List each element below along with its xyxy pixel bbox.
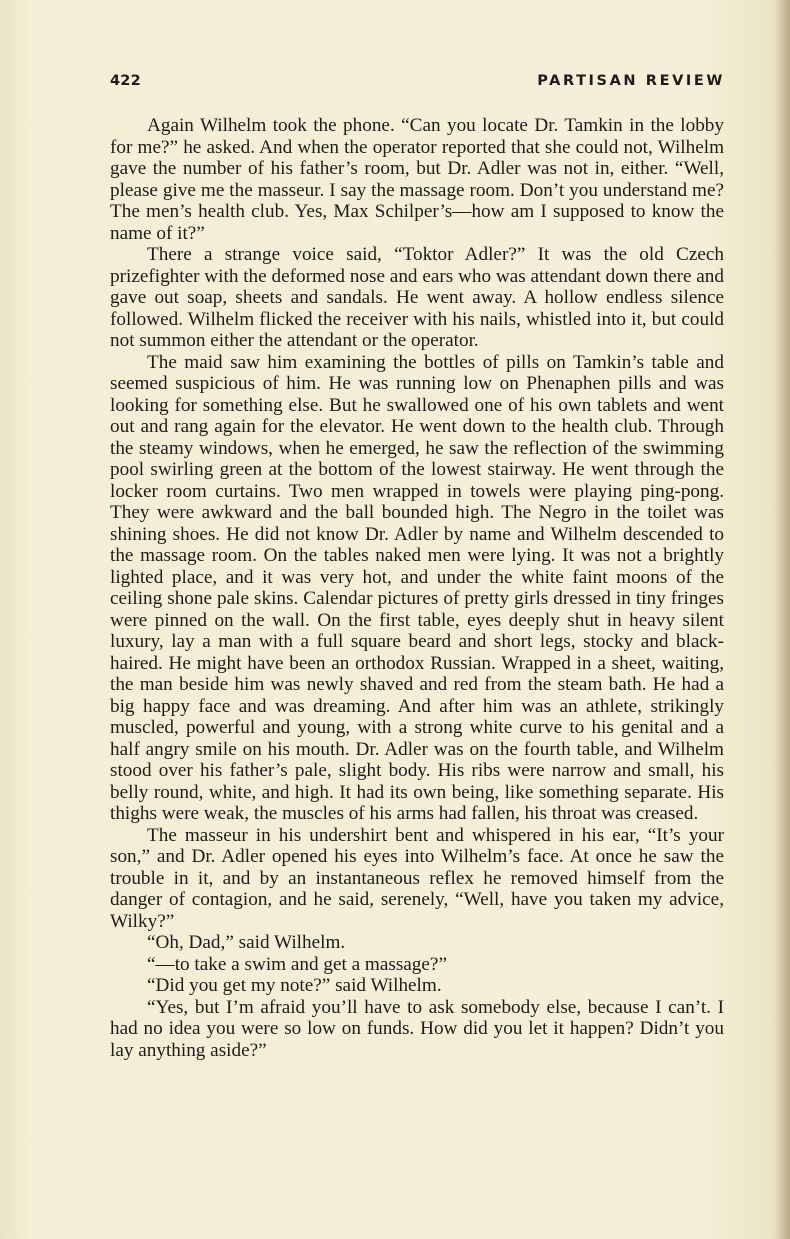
paragraph: The maid saw him examining the bottles of pills on Tamkin’s table and seemed suspicious of him. He was running low on Phenaphen pills and was looking for something else. But he swallowed one of his own tablets and went out and rang again for the elevator. He went down to the health club. Through the steamy windows, when he emerged, he saw the reflection of the swimming pool swirling green at the bottom of the lowest stairway. He went through the locker room curtains. Two men wrapped in towels were playing ping-pong. They were awkward and the ball bounded high. The Negro in the toilet was shining shoes. He did not know Dr. Adler by name and Wilhelm descended to the massage room. On the tables naked men were lying. It was not a brightly lighted place, and it was very hot, and under the white faint moons of the ceiling shone pale skins. Calendar pictures of pretty girls dressed in tiny fringes were pinned on the wall. On the first table, eyes deeply shut in heavy silent luxury, lay a man with a full square beard and short legs, stocky and black-haired. He might have been an orthodox Russian. Wrapped in a sheet, waiting, the man beside him was newly shaved and red from the steam bath. He had a big happy face and was dreaming. And after him was an athlete, strikingly muscled, powerful and young, with a strong white curve to his genital and a half angry smile on his mouth. Dr. Adler was on the fourth table, and Wilhelm stood over his father’s pale, slight body. His ribs were narrow and small, his belly round, white, and high. It had its own being, like something separate. His thighs were weak, the muscles of his arms had fallen, his throat was creased. — [110, 351, 724, 824]
paragraph: “Did you get my note?” said Wilhelm. — [147, 975, 442, 996]
paragraph: Again Wilhelm took the phone. “Can you locate Dr. Tamkin in the lobby for me?” he asked. And when the operator reported that she could not, Wilhelm gave the number of his father’s room, but Dr. Adler was not in, either. “Well, please give me the masseur. I say the massage room. Don’t you understand me? The men’s health club. Yes, Max Schilper’s—how am I supposed to know the name of it?” — [110, 115, 724, 244]
page-edge-shadow — [776, 0, 790, 1239]
paragraph: The masseur in his undershirt bent and whispered in his ear, “It’s your son,” and Dr. Adler opened his eyes into Wilhelm’s face. At once he saw the trouble in it, and by an instantaneous reflex he removed himself from the danger of contagion, and he said, serenely, “Well, have you taken my advice, Wilky?” — [110, 824, 724, 932]
running-head: PARTISAN REVIEW — [537, 73, 725, 89]
paragraph: “Oh, Dad,” said Wilhelm. — [147, 932, 346, 953]
page-header — [110, 73, 725, 95]
page-number: 422 — [110, 73, 141, 89]
paragraph: There a strange voice said, “Toktor Adler?” It was the old Czech prizefighter with the deformed nose and ears who was attendant down there and gave out soap, sheets and sandals. He went away. A hollow endless silence followed. Wilhelm flicked the receiver with his nails, whistled into it, but could not summon either the attendant or the operator. — [110, 244, 724, 351]
body-text — [110, 115, 724, 1061]
paragraph: “—to take a swim and get a massage?” — [147, 953, 447, 975]
paragraph: “Yes, but I’m afraid you’ll have to ask somebody else, because I can’t. I had no idea you were so low on funds. How did you let it happen? Didn’t you lay anything aside?” — [110, 996, 724, 1061]
